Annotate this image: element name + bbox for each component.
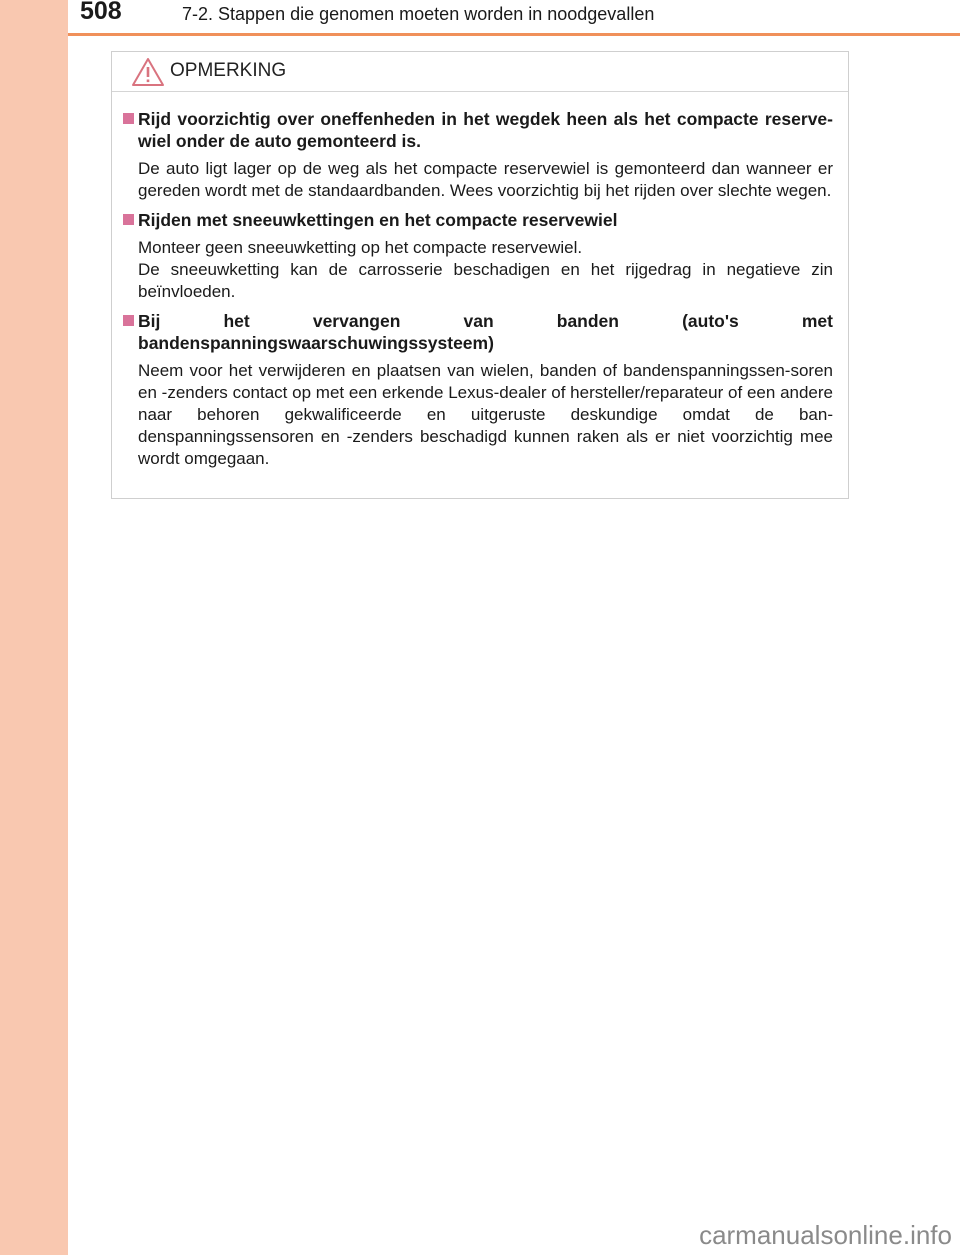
warning-triangle-icon bbox=[131, 57, 165, 87]
page-number: 508 bbox=[80, 0, 122, 25]
item-paragraph: Neem voor het verwijderen en plaatsen van wielen, banden of bandenspanningssen-soren en -zenders contact op met een erkende Lexus-dealer of hersteller/reparateur of een andere naar behoren gekwalificeerde en uitgeruste deskundige omdat de ban-denspanningssensoren en -zenders beschadigd kunnen raken als er niet voorzichtig mee wordt omgegaan. bbox=[138, 361, 833, 468]
item-paragraph: De auto ligt lager op de weg als het compacte reservewiel is gemonteerd dan wanneer er gereden wordt met de standaardbanden. Wees voorzichtig bij het rijden over slechte wegen. bbox=[138, 159, 833, 200]
section-title: 7-2. Stappen die genomen moeten worden in noodgevallen bbox=[182, 4, 655, 24]
square-bullet-icon bbox=[123, 113, 134, 124]
watermark: carmanualsonline.info bbox=[699, 1220, 952, 1250]
item-heading: Rijden met sneeuwkettingen en het compacte reservewiel bbox=[123, 209, 833, 231]
notice-content bbox=[112, 92, 848, 470]
page-header bbox=[68, 0, 960, 36]
side-margin-band bbox=[0, 0, 68, 1255]
notice-header bbox=[112, 52, 848, 92]
item-heading: Rijd voorzichtig over oneffenheden in het wegdek heen als het compacte reserve-wiel onder de auto gemonteerd is. bbox=[123, 108, 833, 152]
square-bullet-icon bbox=[123, 214, 134, 225]
notice-box bbox=[111, 51, 849, 499]
item-heading: Bij het vervangen van banden (auto's met bandenspanningswaarschuwingssysteem) bbox=[123, 310, 833, 354]
item-paragraph: Monteer geen sneeuwketting op het compacte reservewiel. bbox=[138, 238, 583, 257]
square-bullet-icon bbox=[123, 315, 134, 326]
notice-title: OPMERKING bbox=[170, 60, 287, 81]
item-paragraph: De sneeuwketting kan de carrosserie beschadigen en het rijgedrag in negatieve zin beïnvloeden. bbox=[138, 260, 833, 301]
